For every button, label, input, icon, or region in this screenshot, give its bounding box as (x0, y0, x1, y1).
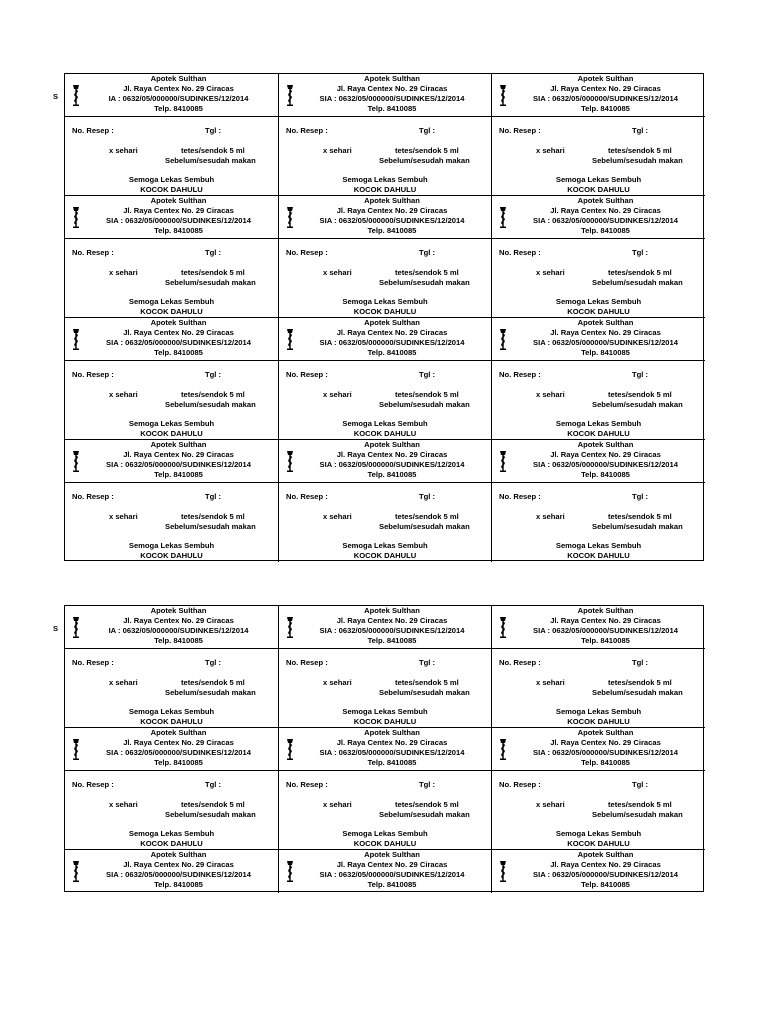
meal-timing-label: Sebelum/sesudah makan (379, 688, 470, 697)
meal-timing-label: Sebelum/sesudah makan (592, 810, 683, 819)
tgl-label: Tgl : (205, 780, 222, 789)
dose-amount-label: tetes/sendok 5 ml (608, 268, 672, 277)
label-body (65, 239, 279, 318)
get-well-text: Semoga Lekas Sembuh (555, 419, 642, 428)
dose-frequency-label: x sehari (109, 390, 138, 399)
label-header (279, 728, 492, 771)
dose-frequency-label: x sehari (323, 800, 352, 809)
no-resep-label: No. Resep : (499, 492, 541, 501)
get-well-text: Semoga Lekas Sembuh (555, 829, 642, 838)
pharmacy-name: Apotek Sulthan (150, 606, 207, 615)
pharmacy-address: Jl. Raya Centex No. 29 Ciracas (550, 328, 661, 337)
dose-amount-label: tetes/sendok 5 ml (395, 678, 459, 687)
pharmacy-name: Apotek Sulthan (577, 440, 634, 449)
pharmacy-phone: Telp. 8410085 (581, 226, 630, 235)
shake-well-text: KOCOK DAHULU (567, 429, 630, 438)
get-well-text: Semoga Lekas Sembuh (342, 829, 428, 838)
meal-timing-label: Sebelum/sesudah makan (165, 688, 256, 697)
dose-amount-label: tetes/sendok 5 ml (181, 146, 245, 155)
pharmacy-name: Apotek Sulthan (364, 606, 420, 615)
pharmacy-phone: Telp. 8410085 (154, 880, 203, 889)
label-header (65, 74, 279, 117)
label-body (279, 771, 492, 850)
no-resep-label: No. Resep : (286, 492, 328, 501)
dose-amount-label: tetes/sendok 5 ml (608, 512, 672, 521)
pharmacy-sia: IA : 0632/05/000000/SUDINKES/12/2014 (108, 626, 249, 635)
label-body (65, 361, 279, 440)
pharmacy-phone: Telp. 8410085 (154, 470, 203, 479)
label-body (65, 649, 279, 728)
label-header (279, 606, 492, 649)
pharmacy-phone: Telp. 8410085 (367, 880, 417, 889)
label-body (65, 771, 279, 850)
shake-well-text: KOCOK DAHULU (353, 307, 417, 316)
dose-amount-label: tetes/sendok 5 ml (395, 512, 459, 521)
tgl-label: Tgl : (419, 370, 436, 379)
label-body (65, 483, 279, 562)
get-well-text: Semoga Lekas Sembuh (342, 175, 428, 184)
label-header (279, 850, 492, 893)
dose-amount-label: tetes/sendok 5 ml (181, 800, 245, 809)
label-header (65, 606, 279, 649)
get-well-text: Semoga Lekas Sembuh (128, 829, 215, 838)
pharmacy-phone: Telp. 8410085 (367, 226, 417, 235)
dose-amount-label: tetes/sendok 5 ml (181, 390, 245, 399)
shake-well-text: KOCOK DAHULU (353, 185, 417, 194)
dose-frequency-label: x sehari (323, 512, 352, 521)
shake-well-text: KOCOK DAHULU (353, 717, 417, 726)
pharmacy-sia: SIA : 0632/05/000000/SUDINKES/12/2014 (533, 626, 678, 635)
dose-frequency-label: x sehari (109, 800, 138, 809)
label-sheet (64, 605, 704, 892)
label-header (279, 318, 492, 361)
label-body (492, 117, 705, 196)
tgl-label: Tgl : (205, 126, 222, 135)
get-well-text: Semoga Lekas Sembuh (342, 541, 428, 550)
pharmacy-phone: Telp. 8410085 (154, 226, 203, 235)
pharmacy-name: Apotek Sulthan (150, 196, 207, 205)
pharmacy-name: Apotek Sulthan (577, 850, 634, 859)
label-body (492, 239, 705, 318)
pharmacy-phone: Telp. 8410085 (367, 470, 417, 479)
label-header (279, 196, 492, 239)
pharmacy-phone: Telp. 8410085 (581, 348, 630, 357)
meal-timing-label: Sebelum/sesudah makan (165, 400, 256, 409)
pharmacy-address: Jl. Raya Centex No. 29 Ciracas (123, 616, 234, 625)
pharmacy-phone: Telp. 8410085 (367, 636, 417, 645)
pharmacy-name: Apotek Sulthan (577, 606, 634, 615)
no-resep-label: No. Resep : (499, 370, 541, 379)
pharmacy-name: Apotek Sulthan (150, 74, 207, 83)
pharmacy-address: Jl. Raya Centex No. 29 Ciracas (123, 450, 234, 459)
shake-well-text: KOCOK DAHULU (140, 717, 203, 726)
dose-frequency-label: x sehari (536, 146, 565, 155)
pharmacy-name: Apotek Sulthan (364, 196, 420, 205)
pharmacy-sia: SIA : 0632/05/000000/SUDINKES/12/2014 (319, 626, 465, 635)
pharmacy-name: Apotek Sulthan (364, 850, 420, 859)
meal-timing-label: Sebelum/sesudah makan (165, 810, 256, 819)
pharmacy-sia: IA : 0632/05/000000/SUDINKES/12/2014 (108, 94, 249, 103)
get-well-text: Semoga Lekas Sembuh (555, 707, 642, 716)
pharmacy-phone: Telp. 8410085 (581, 758, 630, 767)
label-header (492, 850, 705, 893)
label-header (492, 606, 705, 649)
label-body (65, 117, 279, 196)
pharmacy-sia: SIA : 0632/05/000000/SUDINKES/12/2014 (319, 216, 465, 225)
get-well-text: Semoga Lekas Sembuh (342, 419, 428, 428)
pharmacy-name: Apotek Sulthan (150, 850, 207, 859)
no-resep-label: No. Resep : (72, 658, 114, 667)
dose-amount-label: tetes/sendok 5 ml (395, 146, 459, 155)
dose-amount-label: tetes/sendok 5 ml (181, 512, 245, 521)
meal-timing-label: Sebelum/sesudah makan (165, 278, 256, 287)
meal-timing-label: Sebelum/sesudah makan (379, 522, 470, 531)
shake-well-text: KOCOK DAHULU (140, 551, 203, 560)
pharmacy-phone: Telp. 8410085 (367, 104, 417, 113)
no-resep-label: No. Resep : (499, 126, 541, 135)
pharmacy-address: Jl. Raya Centex No. 29 Ciracas (123, 206, 234, 215)
pharmacy-name: Apotek Sulthan (150, 440, 207, 449)
pharmacy-name: Apotek Sulthan (577, 74, 634, 83)
tgl-label: Tgl : (632, 126, 649, 135)
meal-timing-label: Sebelum/sesudah makan (165, 156, 256, 165)
pharmacy-address: Jl. Raya Centex No. 29 Ciracas (336, 616, 448, 625)
label-body (492, 649, 705, 728)
pharmacy-sia: SIA : 0632/05/000000/SUDINKES/12/2014 (106, 870, 251, 879)
meal-timing-label: Sebelum/sesudah makan (592, 688, 683, 697)
get-well-text: Semoga Lekas Sembuh (555, 297, 642, 306)
pharmacy-sia: SIA : 0632/05/000000/SUDINKES/12/2014 (533, 748, 678, 757)
meal-timing-label: Sebelum/sesudah makan (379, 278, 470, 287)
label-header (492, 74, 705, 117)
meal-timing-label: Sebelum/sesudah makan (379, 156, 470, 165)
pharmacy-address: Jl. Raya Centex No. 29 Ciracas (123, 328, 234, 337)
dose-amount-label: tetes/sendok 5 ml (181, 268, 245, 277)
pharmacy-address: Jl. Raya Centex No. 29 Ciracas (550, 450, 661, 459)
margin-marker: S (53, 92, 59, 101)
label-header (65, 728, 279, 771)
pharmacy-name: Apotek Sulthan (150, 318, 207, 327)
label-body (279, 361, 492, 440)
meal-timing-label: Sebelum/sesudah makan (592, 522, 683, 531)
pharmacy-address: Jl. Raya Centex No. 29 Ciracas (336, 328, 448, 337)
dose-amount-label: tetes/sendok 5 ml (608, 678, 672, 687)
dose-amount-label: tetes/sendok 5 ml (181, 678, 245, 687)
margin-marker: S (53, 624, 59, 633)
shake-well-text: KOCOK DAHULU (567, 717, 630, 726)
get-well-text: Semoga Lekas Sembuh (128, 419, 215, 428)
pharmacy-phone: Telp. 8410085 (367, 348, 417, 357)
no-resep-label: No. Resep : (499, 780, 541, 789)
pharmacy-phone: Telp. 8410085 (154, 758, 203, 767)
pharmacy-sia: SIA : 0632/05/000000/SUDINKES/12/2014 (106, 460, 251, 469)
tgl-label: Tgl : (419, 780, 436, 789)
label-header (65, 440, 279, 483)
no-resep-label: No. Resep : (72, 492, 114, 501)
dose-amount-label: tetes/sendok 5 ml (395, 268, 459, 277)
tgl-label: Tgl : (419, 658, 436, 667)
shake-well-text: KOCOK DAHULU (140, 185, 203, 194)
dose-frequency-label: x sehari (323, 146, 352, 155)
pharmacy-address: Jl. Raya Centex No. 29 Ciracas (336, 860, 448, 869)
dose-frequency-label: x sehari (109, 678, 138, 687)
label-body (492, 771, 705, 850)
label-header (279, 440, 492, 483)
pharmacy-address: Jl. Raya Centex No. 29 Ciracas (550, 84, 661, 93)
get-well-text: Semoga Lekas Sembuh (128, 297, 215, 306)
dose-frequency-label: x sehari (536, 390, 565, 399)
shake-well-text: KOCOK DAHULU (353, 429, 417, 438)
pharmacy-sia: SIA : 0632/05/000000/SUDINKES/12/2014 (319, 338, 465, 347)
pharmacy-address: Jl. Raya Centex No. 29 Ciracas (123, 738, 234, 747)
pharmacy-phone: Telp. 8410085 (581, 636, 630, 645)
pharmacy-name: Apotek Sulthan (577, 318, 634, 327)
get-well-text: Semoga Lekas Sembuh (555, 541, 642, 550)
pharmacy-name: Apotek Sulthan (577, 728, 634, 737)
pharmacy-address: Jl. Raya Centex No. 29 Ciracas (336, 450, 448, 459)
pharmacy-phone: Telp. 8410085 (581, 470, 630, 479)
label-header (279, 74, 492, 117)
pharmacy-sia: SIA : 0632/05/000000/SUDINKES/12/2014 (319, 748, 465, 757)
get-well-text: Semoga Lekas Sembuh (128, 175, 215, 184)
meal-timing-label: Sebelum/sesudah makan (165, 522, 256, 531)
get-well-text: Semoga Lekas Sembuh (342, 297, 428, 306)
pharmacy-phone: Telp. 8410085 (154, 636, 203, 645)
no-resep-label: No. Resep : (72, 248, 114, 257)
pharmacy-name: Apotek Sulthan (150, 728, 207, 737)
pharmacy-address: Jl. Raya Centex No. 29 Ciracas (123, 860, 234, 869)
get-well-text: Semoga Lekas Sembuh (342, 707, 428, 716)
shake-well-text: KOCOK DAHULU (140, 307, 203, 316)
tgl-label: Tgl : (632, 370, 649, 379)
dose-amount-label: tetes/sendok 5 ml (608, 146, 672, 155)
no-resep-label: No. Resep : (286, 780, 328, 789)
pharmacy-phone: Telp. 8410085 (154, 348, 203, 357)
shake-well-text: KOCOK DAHULU (567, 185, 630, 194)
tgl-label: Tgl : (205, 492, 222, 501)
no-resep-label: No. Resep : (72, 126, 114, 135)
dose-frequency-label: x sehari (536, 800, 565, 809)
label-body (279, 483, 492, 562)
shake-well-text: KOCOK DAHULU (140, 429, 203, 438)
shake-well-text: KOCOK DAHULU (353, 551, 417, 560)
pharmacy-address: Jl. Raya Centex No. 29 Ciracas (336, 84, 448, 93)
tgl-label: Tgl : (205, 658, 222, 667)
label-header (492, 728, 705, 771)
pharmacy-sia: SIA : 0632/05/000000/SUDINKES/12/2014 (106, 216, 251, 225)
dose-amount-label: tetes/sendok 5 ml (395, 800, 459, 809)
no-resep-label: No. Resep : (72, 370, 114, 379)
tgl-label: Tgl : (419, 248, 436, 257)
tgl-label: Tgl : (205, 248, 222, 257)
pharmacy-sia: SIA : 0632/05/000000/SUDINKES/12/2014 (533, 216, 678, 225)
get-well-text: Semoga Lekas Sembuh (128, 707, 215, 716)
label-header (492, 318, 705, 361)
dose-frequency-label: x sehari (323, 390, 352, 399)
label-body (492, 483, 705, 562)
pharmacy-address: Jl. Raya Centex No. 29 Ciracas (550, 616, 661, 625)
pharmacy-sia: SIA : 0632/05/000000/SUDINKES/12/2014 (319, 94, 465, 103)
get-well-text: Semoga Lekas Sembuh (555, 175, 642, 184)
pharmacy-name: Apotek Sulthan (364, 318, 420, 327)
pharmacy-sia: SIA : 0632/05/000000/SUDINKES/12/2014 (533, 460, 678, 469)
pharmacy-address: Jl. Raya Centex No. 29 Ciracas (550, 206, 661, 215)
tgl-label: Tgl : (632, 492, 649, 501)
dose-frequency-label: x sehari (109, 268, 138, 277)
dose-frequency-label: x sehari (323, 678, 352, 687)
tgl-label: Tgl : (419, 492, 436, 501)
tgl-label: Tgl : (205, 370, 222, 379)
pharmacy-sia: SIA : 0632/05/000000/SUDINKES/12/2014 (106, 748, 251, 757)
pharmacy-sia: SIA : 0632/05/000000/SUDINKES/12/2014 (533, 338, 678, 347)
pharmacy-sia: SIA : 0632/05/000000/SUDINKES/12/2014 (533, 870, 678, 879)
meal-timing-label: Sebelum/sesudah makan (592, 156, 683, 165)
pharmacy-phone: Telp. 8410085 (367, 758, 417, 767)
no-resep-label: No. Resep : (286, 248, 328, 257)
dose-frequency-label: x sehari (536, 512, 565, 521)
label-body (279, 649, 492, 728)
label-body (492, 361, 705, 440)
pharmacy-sia: SIA : 0632/05/000000/SUDINKES/12/2014 (533, 94, 678, 103)
label-body (279, 117, 492, 196)
no-resep-label: No. Resep : (286, 370, 328, 379)
label-header (65, 318, 279, 361)
meal-timing-label: Sebelum/sesudah makan (379, 810, 470, 819)
pharmacy-phone: Telp. 8410085 (154, 104, 203, 113)
label-header (65, 850, 279, 893)
no-resep-label: No. Resep : (72, 780, 114, 789)
dose-frequency-label: x sehari (536, 268, 565, 277)
label-body (279, 239, 492, 318)
dose-amount-label: tetes/sendok 5 ml (395, 390, 459, 399)
label-header (492, 440, 705, 483)
pharmacy-name: Apotek Sulthan (364, 74, 420, 83)
shake-well-text: KOCOK DAHULU (353, 839, 417, 848)
shake-well-text: KOCOK DAHULU (140, 839, 203, 848)
label-sheet (64, 73, 704, 561)
pharmacy-address: Jl. Raya Centex No. 29 Ciracas (123, 84, 234, 93)
pharmacy-address: Jl. Raya Centex No. 29 Ciracas (336, 206, 448, 215)
label-header (65, 196, 279, 239)
pharmacy-name: Apotek Sulthan (577, 196, 634, 205)
no-resep-label: No. Resep : (286, 126, 328, 135)
pharmacy-address: Jl. Raya Centex No. 29 Ciracas (336, 738, 448, 747)
tgl-label: Tgl : (632, 248, 649, 257)
tgl-label: Tgl : (419, 126, 436, 135)
no-resep-label: No. Resep : (286, 658, 328, 667)
shake-well-text: KOCOK DAHULU (567, 839, 630, 848)
pharmacy-sia: SIA : 0632/05/000000/SUDINKES/12/2014 (319, 460, 465, 469)
pharmacy-address: Jl. Raya Centex No. 29 Ciracas (550, 860, 661, 869)
label-header (492, 196, 705, 239)
meal-timing-label: Sebelum/sesudah makan (592, 278, 683, 287)
pharmacy-phone: Telp. 8410085 (581, 880, 630, 889)
pharmacy-name: Apotek Sulthan (364, 440, 420, 449)
no-resep-label: No. Resep : (499, 658, 541, 667)
pharmacy-address: Jl. Raya Centex No. 29 Ciracas (550, 738, 661, 747)
pharmacy-sia: SIA : 0632/05/000000/SUDINKES/12/2014 (319, 870, 465, 879)
pharmacy-name: Apotek Sulthan (364, 728, 420, 737)
meal-timing-label: Sebelum/sesudah makan (592, 400, 683, 409)
dose-frequency-label: x sehari (323, 268, 352, 277)
shake-well-text: KOCOK DAHULU (567, 551, 630, 560)
meal-timing-label: Sebelum/sesudah makan (379, 400, 470, 409)
pharmacy-sia: SIA : 0632/05/000000/SUDINKES/12/2014 (106, 338, 251, 347)
dose-frequency-label: x sehari (109, 512, 138, 521)
tgl-label: Tgl : (632, 780, 649, 789)
tgl-label: Tgl : (632, 658, 649, 667)
dose-amount-label: tetes/sendok 5 ml (608, 390, 672, 399)
dose-frequency-label: x sehari (536, 678, 565, 687)
shake-well-text: KOCOK DAHULU (567, 307, 630, 316)
pharmacy-phone: Telp. 8410085 (581, 104, 630, 113)
dose-amount-label: tetes/sendok 5 ml (608, 800, 672, 809)
dose-frequency-label: x sehari (109, 146, 138, 155)
no-resep-label: No. Resep : (499, 248, 541, 257)
get-well-text: Semoga Lekas Sembuh (128, 541, 215, 550)
